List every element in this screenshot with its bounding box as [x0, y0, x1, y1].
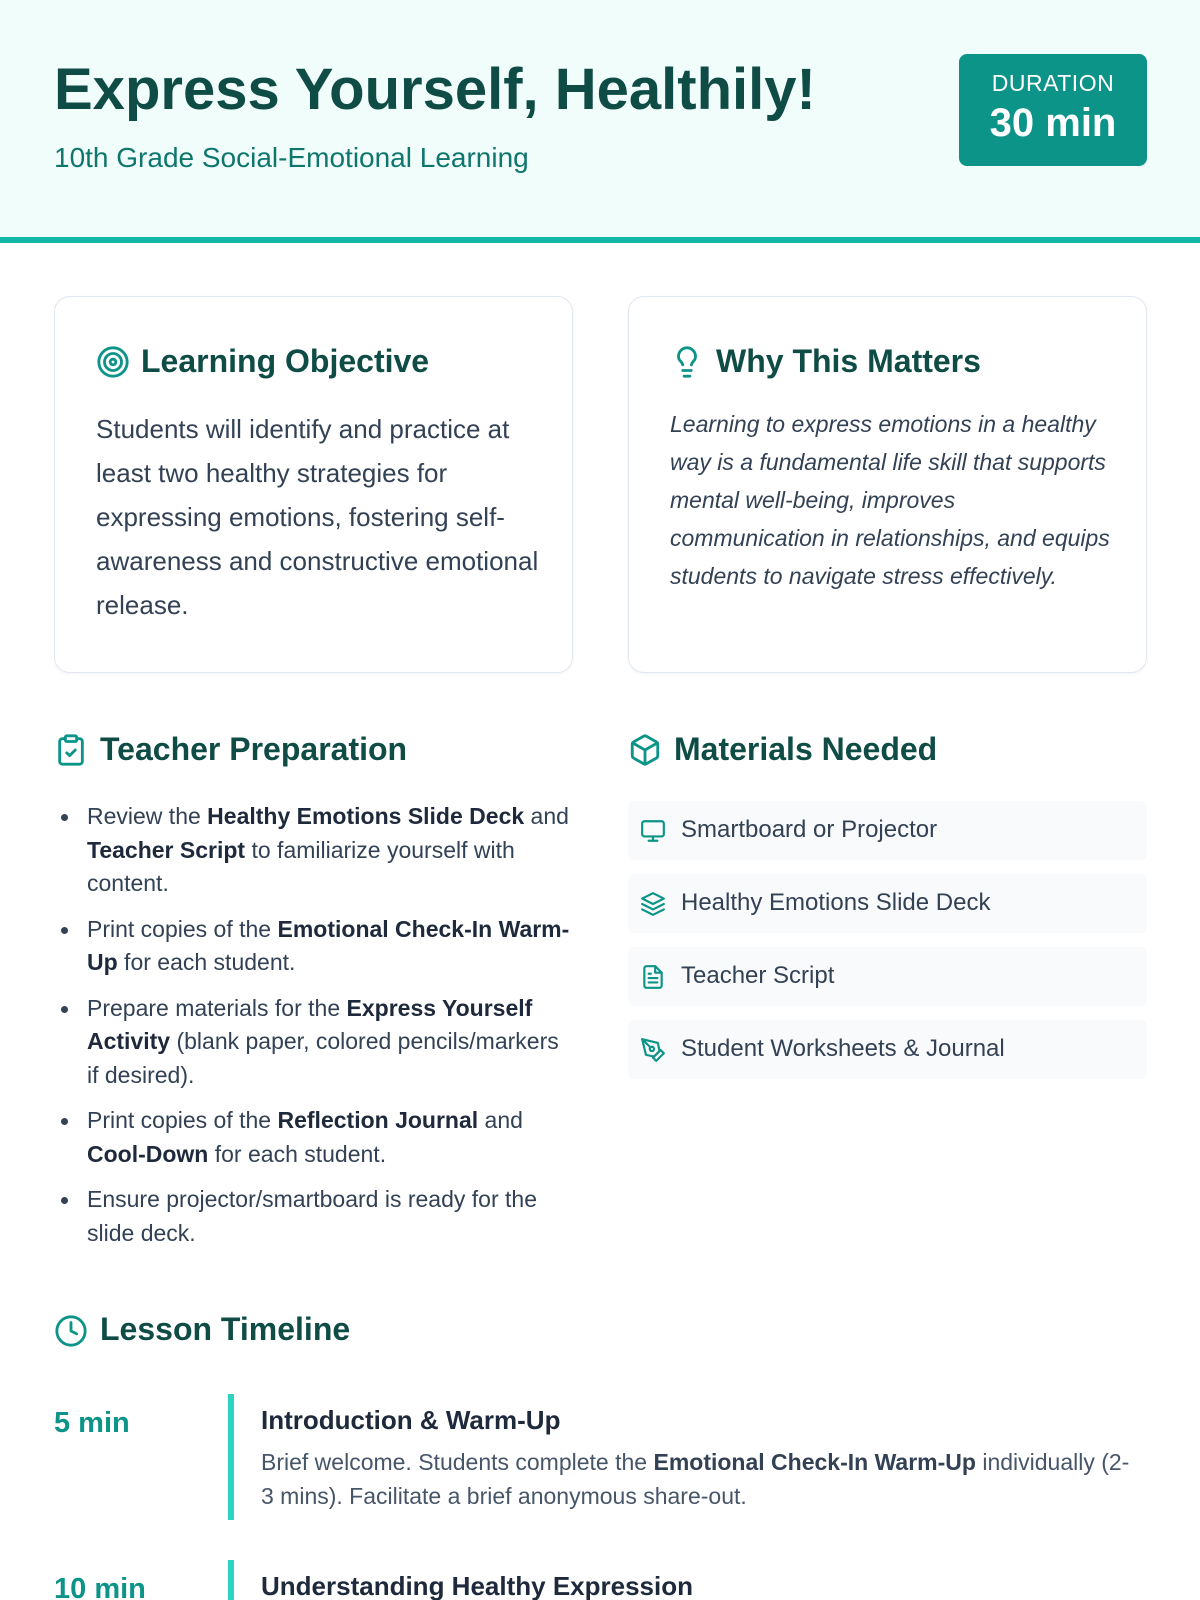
- monitor-icon: [640, 818, 666, 844]
- text-run: individually (2-3 mins). Facilitate a brief anonymous share-out.: [261, 1449, 1130, 1509]
- preparation-item: [60, 1183, 570, 1250]
- lesson-header: [0, 0, 1200, 243]
- material-item: [628, 874, 1147, 933]
- materials-needed-heading: Materials Needed: [674, 731, 938, 767]
- duration-label: DURATION: [991, 70, 1115, 96]
- timeline-time: 5 min: [54, 1407, 130, 1439]
- preparation-item: [60, 1104, 570, 1171]
- box-icon: [628, 733, 662, 767]
- duration-value: 30 min: [989, 101, 1117, 145]
- teacher-preparation-list: [60, 800, 570, 1262]
- emphasized-text: Emotional Check-In Warm-Up: [653, 1449, 976, 1475]
- text-run: Print copies of the: [87, 915, 278, 942]
- text-run: for each student.: [208, 1140, 387, 1167]
- material-label: Student Worksheets & Journal: [681, 1035, 1005, 1062]
- lesson-timeline-heading: Lesson Timeline: [100, 1311, 351, 1347]
- emphasized-text: Healthy Emotions Slide Deck: [207, 803, 525, 829]
- preparation-item: [60, 992, 570, 1093]
- learning-objective-heading: Learning Objective: [141, 343, 430, 379]
- timeline-step-title: Understanding Healthy Expression: [261, 1571, 693, 1600]
- emphasized-text: Reflection Journal: [277, 1107, 479, 1133]
- why-this-matters-heading: Why This Matters: [716, 343, 981, 379]
- document-icon: [640, 964, 666, 990]
- text-run: Brief welcome. Students complete the: [261, 1449, 654, 1475]
- emphasized-text: Express Yourself Activity: [87, 994, 533, 1054]
- text-run: Ensure projector/smartboard is ready for the slide deck.: [87, 1186, 537, 1246]
- preparation-item: [60, 913, 570, 980]
- timeline-time: 10 min: [54, 1573, 146, 1600]
- timeline-step-title: Introduction & Warm-Up: [261, 1405, 561, 1435]
- target-icon: [96, 345, 130, 379]
- why-this-matters-card: [628, 296, 1147, 673]
- material-item: [628, 947, 1147, 1006]
- emphasized-text: Teacher Script: [87, 836, 246, 863]
- why-this-matters-text: Learning to express emotions in a healthy way is a fundamental life skill that supports mental well-being, improves communication in relationships, and equips students to navigate stress effectively.: [670, 411, 1110, 589]
- text-run: Prepare materials for the: [87, 994, 347, 1021]
- material-label: Smartboard or Projector: [681, 816, 938, 843]
- text-run: Print copies of the: [87, 1107, 278, 1133]
- emphasized-text: Cool-Down: [87, 1140, 209, 1167]
- text-run: and: [478, 1107, 523, 1133]
- clipboard-check-icon: [54, 733, 88, 767]
- teacher-preparation-heading: Teacher Preparation: [100, 731, 408, 767]
- duration-badge: [959, 54, 1147, 166]
- learning-objective-text: Students will identify and practice at least two healthy strategies for expressing emotions, fostering self-awareness and constructive emotional release.: [96, 414, 539, 620]
- layers-icon: [640, 891, 666, 917]
- learning-objective-card: [54, 296, 573, 673]
- timeline-bar: [228, 1394, 234, 1520]
- text-run: for each student.: [117, 949, 296, 975]
- page-subtitle: 10th Grade Social-Emotional Learning: [54, 142, 529, 173]
- timeline-step-description: [261, 1446, 1141, 1513]
- clock-icon: [54, 1314, 88, 1348]
- material-label: Teacher Script: [681, 962, 835, 989]
- material-item: [628, 1020, 1147, 1079]
- preparation-item: [60, 800, 570, 901]
- lightbulb-icon: [670, 345, 704, 379]
- page-title: Express Yourself, Healthily!: [54, 57, 816, 122]
- material-item: [628, 801, 1147, 860]
- pen-tool-icon: [640, 1037, 666, 1063]
- text-run: (blank paper, colored pencils/markers if desired).: [87, 1028, 559, 1088]
- timeline-bar: [228, 1560, 234, 1600]
- text-run: and: [524, 803, 569, 829]
- emphasized-text: Emotional Check-In Warm-Up: [87, 915, 570, 975]
- text-run: to familiarize yourself with content.: [87, 836, 515, 896]
- material-label: Healthy Emotions Slide Deck: [681, 889, 991, 916]
- text-run: Review the: [87, 803, 208, 829]
